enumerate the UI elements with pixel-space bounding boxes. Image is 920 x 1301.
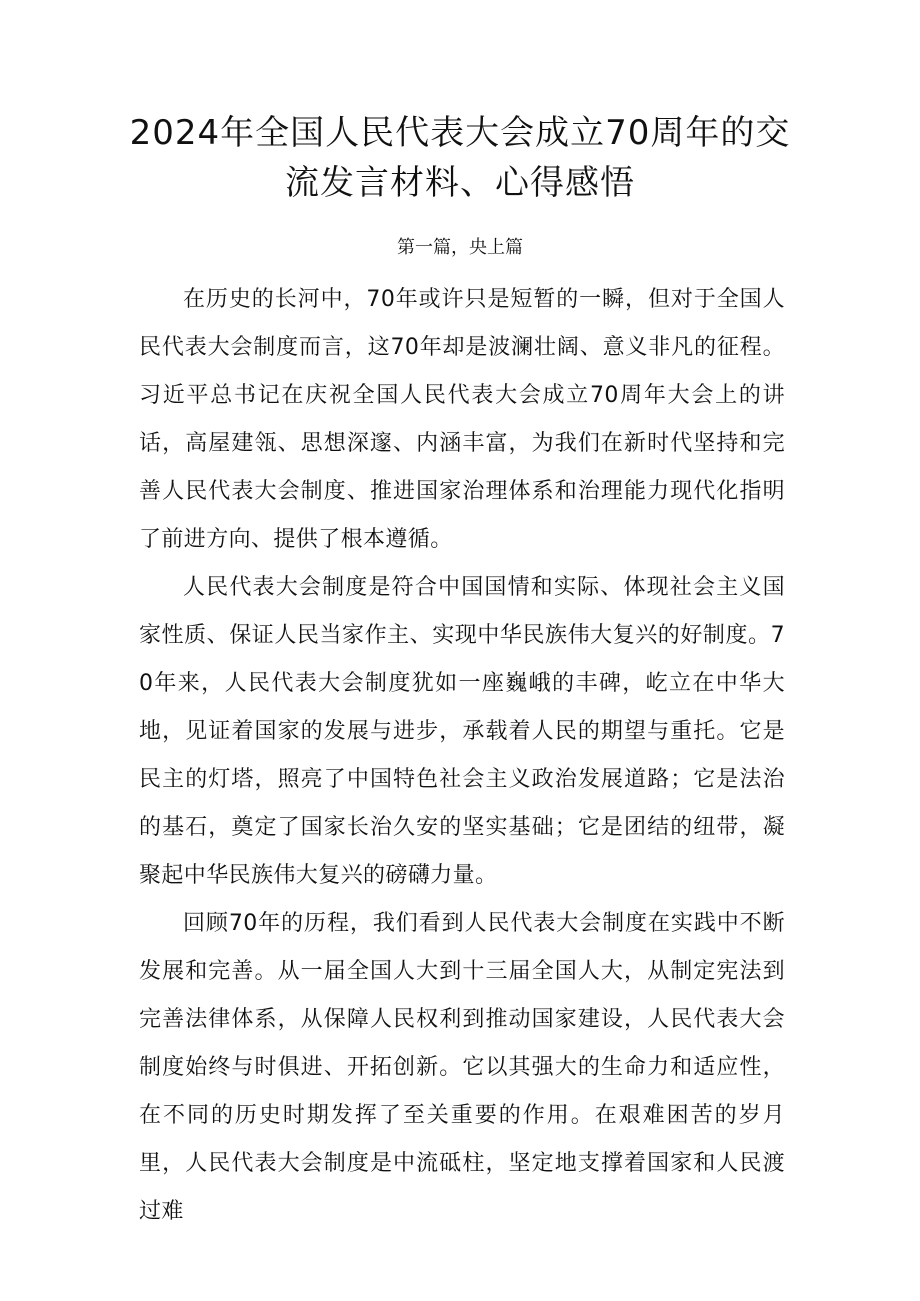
paragraph-3: 回顾70年的历程，我们看到人民代表大会制度在实践中不断发展和完善。从一届全国人大到十三届全国人大，从制定宪法到完善法律体系，从保障人民权利到推动国家建设，人民代表大会制度始终与时俱进、开拓创新。它以其强大的生命力和适应性，在不同的历史时期发挥了至关重要的作用。在艰难困苦的岁月里，人民代表大会制度是中流砥柱，坚定地支撑着国家和人民渡过难 (139, 911, 785, 1224)
title-line-2: 流发言材料、心得感悟 (285, 163, 635, 203)
document-body (139, 276, 785, 1236)
title-line-1: 2024年全国人民代表大会成立70周年的交 (129, 113, 791, 153)
paragraph-2: 人民代表大会制度是符合中国国情和实际、体现社会主义国家性质、保证人民当家作主、实现中华民族伟大复兴的好制度。70年来，人民代表大会制度犹如一座巍峨的丰碑，屹立在中华大地，见证着国家的发展与进步，承载着人民的期望与重托。它是民主的灯塔，照亮了中国特色社会主义政治发展道路；它是法治的基石，奠定了国家长治久安的坚实基础；它是团结的纽带，凝聚起中华民族伟大复兴的磅礴力量。 (139, 575, 785, 888)
document-title (120, 108, 800, 208)
section-subtitle: 第一篇，央上篇 (397, 237, 523, 258)
paragraph-1: 在历史的长河中，70年或许只是短暂的一瞬，但对于全国人民代表大会制度而言，这70年却是波澜壮阔、意义非凡的征程。习近平总书记在庆祝全国人民代表大会成立70周年大会上的讲话，高屋建瓴、思想深邃、内涵丰富，为我们在新时代坚持和完善人民代表大会制度、推进国家治理体系和治理能力现代化指明了前进方向、提供了根本遵循。 (139, 287, 785, 552)
